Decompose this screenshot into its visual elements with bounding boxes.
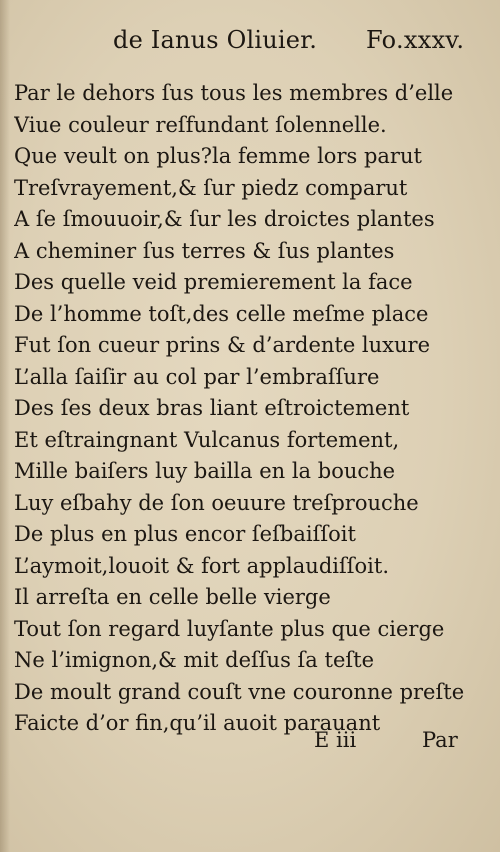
verse-line: Luy eſbahy de ſon oeuure treſprouche [14,490,419,515]
verse-line: Et eſtraingnant Vulcanus fortement, [14,427,400,452]
page-footer [0,728,500,758]
verse-line: Par le dehors ſus tous les membres d’elle [14,81,454,105]
folio-number: Fo.xxxv. [366,26,465,54]
running-title: de Ianus Oliuier. [113,26,318,54]
verse-line: Viue couleur reſfundant ſolennelle. [14,112,387,137]
verse-line: De l’homme toſt,des celle meſme place [14,301,429,326]
gutter-shadow [0,0,10,852]
verse-line: Treſvrayement,& ſur piedz comparut [14,175,408,200]
verse-line: Que veult on plus?la femme lors parut [14,144,422,168]
verse-line: Ne l’imignon,& mit deſſus ſa teſte [14,648,375,672]
verse-line: Faicte d’or fin,qu’il auoit parauant [14,711,381,735]
page-header [0,26,500,58]
verse-line: De plus en plus encor ſeſbaiſſoit [14,522,356,546]
verse-line: De moult grand couſt vne couronne preſte [14,679,465,704]
verse-line: A cheminer ſus terres & ſus plantes [14,238,395,263]
signature-mark: E iii [314,728,357,752]
verse-line: L’alla ſaiſir au col par l’embraſſure [14,364,380,389]
verse-line: Tout ſon regard luyſante plus que cierge [14,616,445,641]
catchword: Par [422,728,458,752]
verse-line: Des quelle veid premierement la face [14,270,413,294]
verse-line: A ſe ſmouuoir,& ſur les droictes plantes [14,207,435,231]
verse-line: L’aymoit,louoit & fort applaudiſſoit. [14,553,389,578]
verse-block [14,78,484,740]
verse-line: Des ſes deux bras liant eſtroictement [14,396,410,420]
verse-line: Mille baiſers luy bailla en la bouche [14,459,396,483]
verse-line: Fut ſon cueur prins & d’ardente luxure [14,333,431,357]
verse-line: Il arreſta en celle belle vierge [14,585,331,609]
